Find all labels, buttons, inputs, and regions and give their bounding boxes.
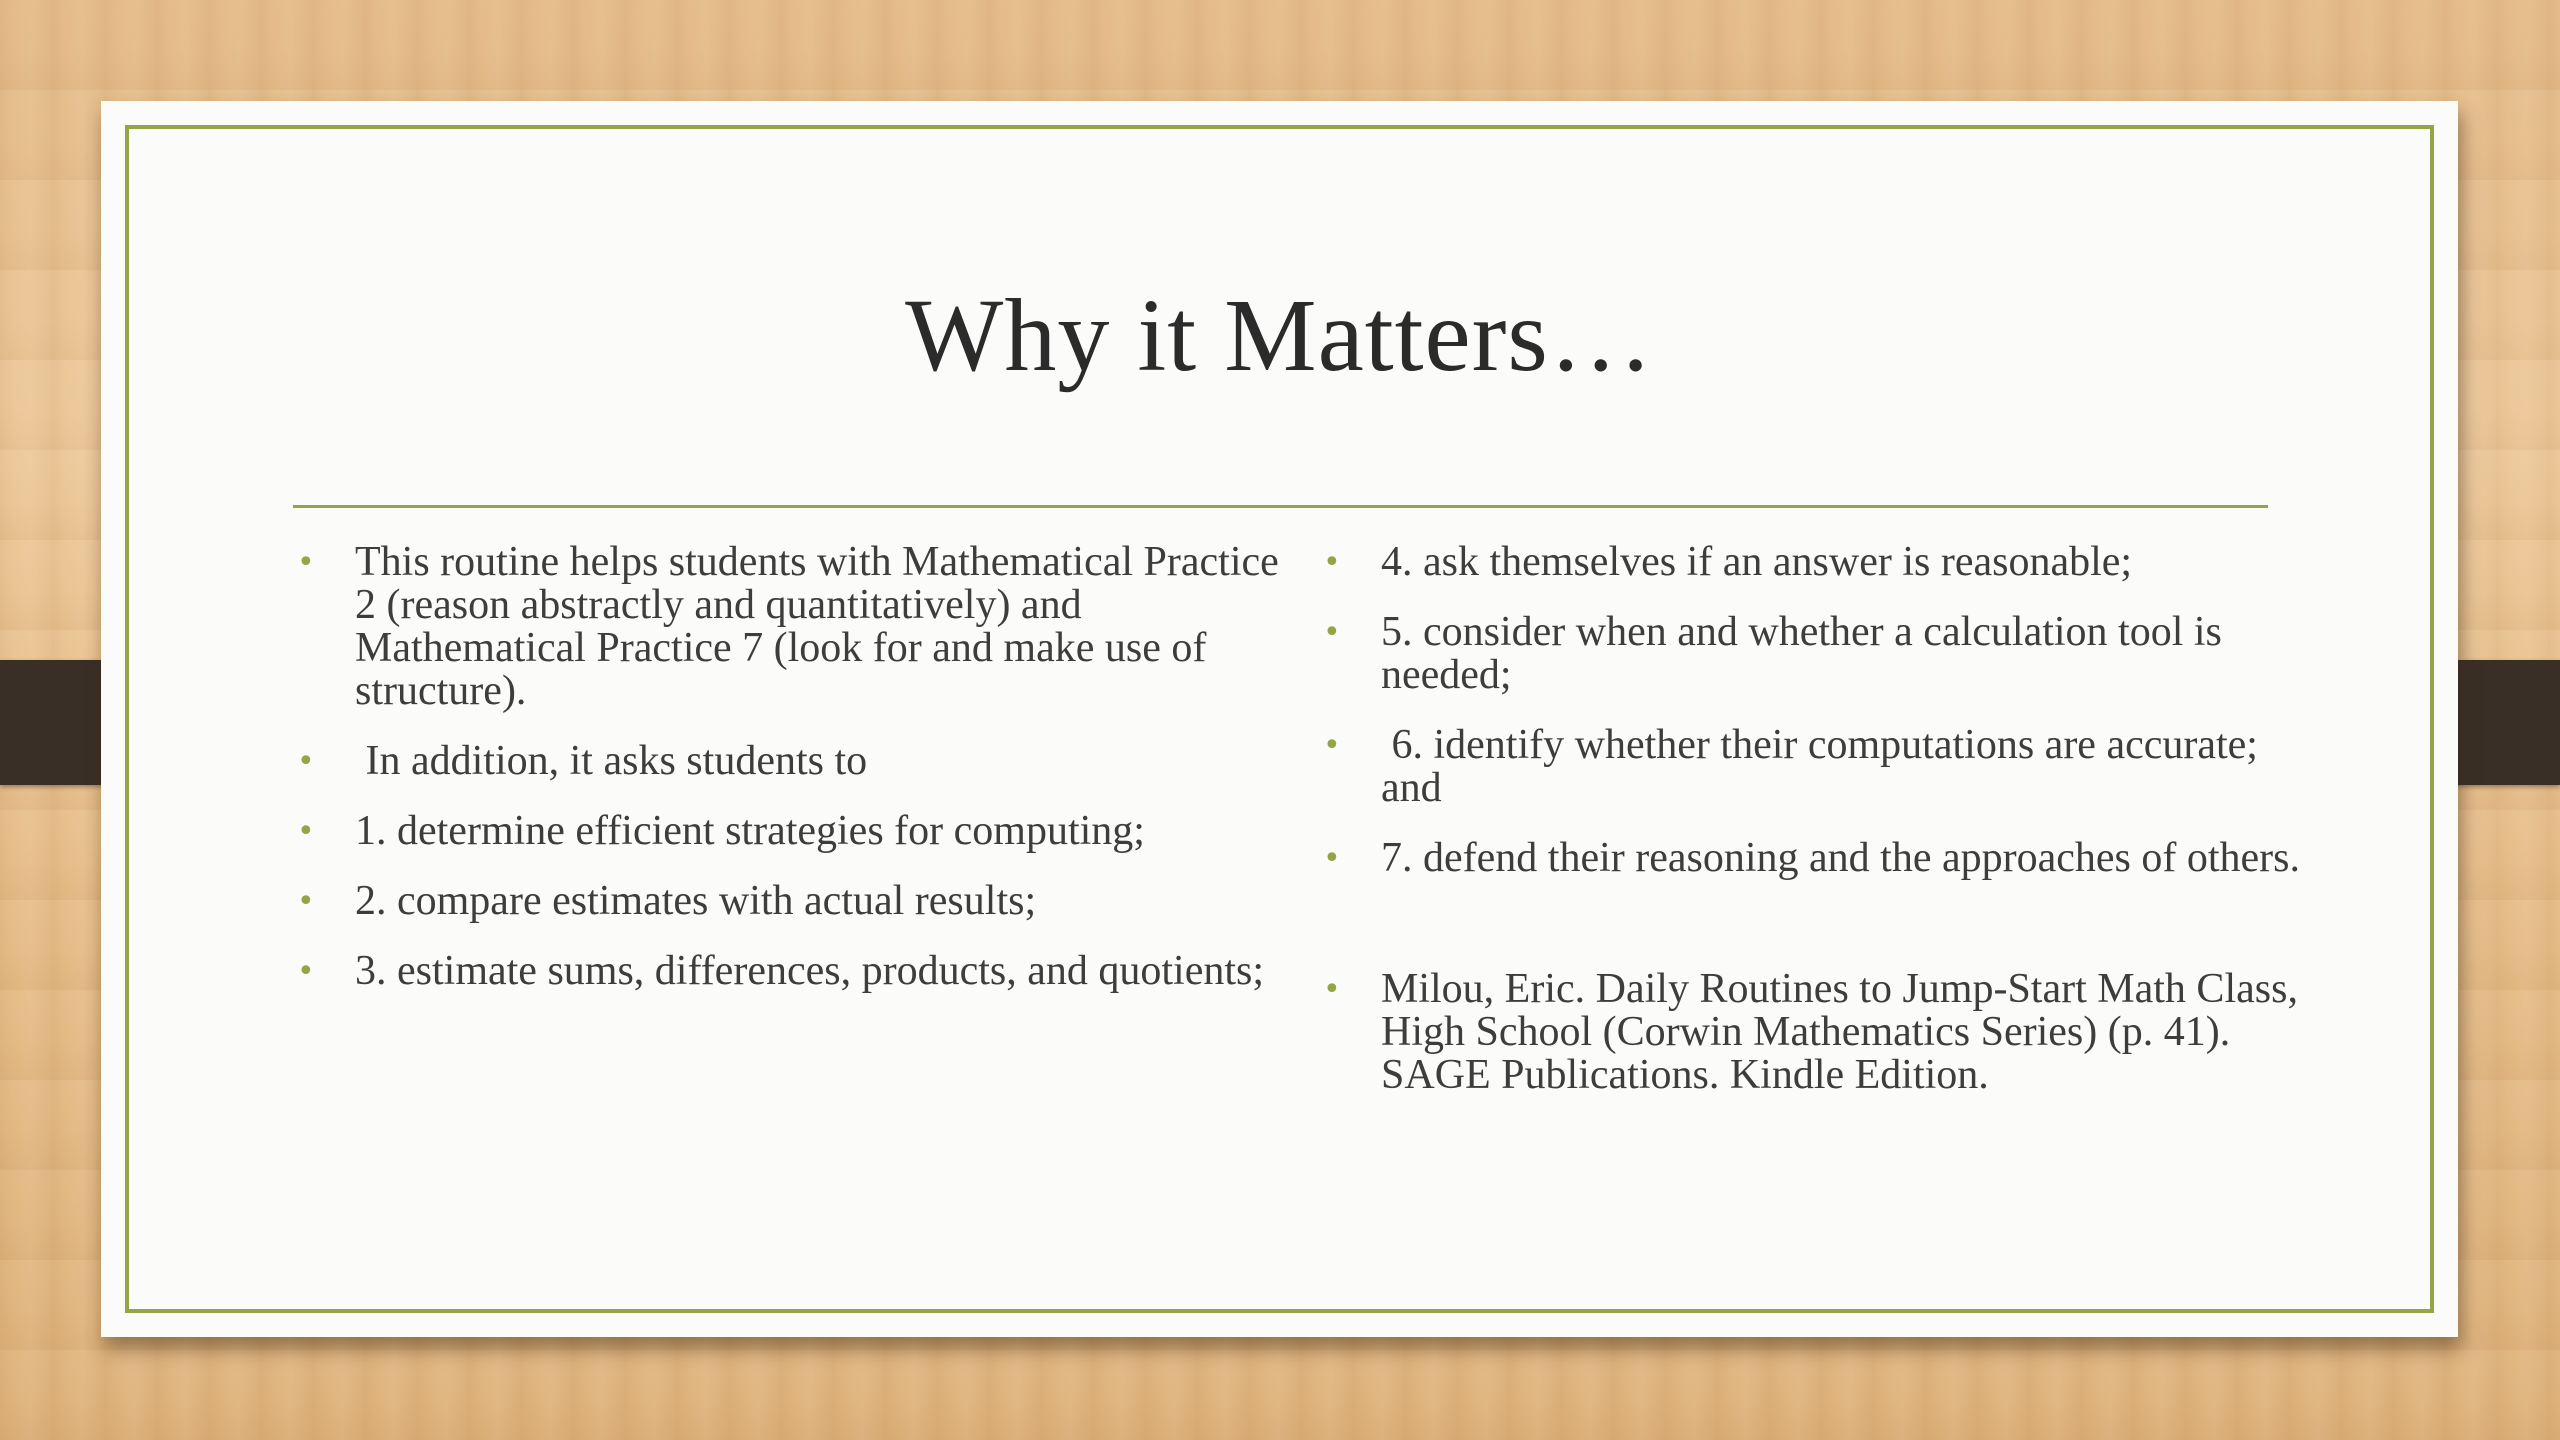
bullet-icon: • <box>1323 841 1341 876</box>
bullet-icon: • <box>1323 972 1341 1007</box>
bullet-text: This routine helps students with Mathematical Practice 2 (reason abstractly and quantitatively) and Mathematical Practice 7 (look for and make use of structure). <box>355 539 1279 714</box>
bullet-icon: • <box>297 814 315 849</box>
title-divider <box>293 505 2268 508</box>
bullet-icon: • <box>297 884 315 919</box>
list-item <box>297 810 1297 853</box>
bullet-text: 4. ask themselves if an answer is reasonable; <box>1381 539 2133 585</box>
list-item <box>297 950 1297 993</box>
bullet-icon: • <box>297 545 315 580</box>
bullet-text: 7. defend their reasoning and the approaches of others. <box>1381 835 2300 881</box>
bullet-text: 3. estimate sums, differences, products, and quotients; <box>355 948 1265 994</box>
bullet-icon: • <box>1323 615 1341 650</box>
right-bullet-list <box>1323 541 2323 1124</box>
list-item <box>297 740 1297 783</box>
citation-item <box>1323 968 2323 1097</box>
bullet-icon: • <box>1323 728 1341 763</box>
list-item <box>1323 611 2323 697</box>
list-item <box>1323 541 2323 584</box>
bullet-text: 2. compare estimates with actual results; <box>355 878 1037 924</box>
bullet-text: In addition, it asks students to <box>355 738 868 784</box>
list-item <box>1323 724 2323 810</box>
slide <box>101 101 2458 1337</box>
bullet-text: 1. determine efficient strategies for computing; <box>355 808 1145 854</box>
bullet-text: 6. identify whether their computations are accurate; and <box>1381 722 2269 811</box>
left-bullet-list <box>297 541 1297 1020</box>
bullet-icon: • <box>297 744 315 779</box>
slide-title: Why it Matters… <box>905 278 1654 393</box>
list-item <box>1323 837 2323 880</box>
citation-text: Milou, Eric. Daily Routines to Jump-Start Math Class, High School (Corwin Mathematics Series) (p. 41). SAGE Publications. Kindle Edition. <box>1381 966 2298 1098</box>
list-item <box>297 880 1297 923</box>
bullet-icon: • <box>1323 545 1341 580</box>
bullet-icon: • <box>297 954 315 989</box>
bullet-text: 5. consider when and whether a calculation tool is needed; <box>1381 609 2222 698</box>
list-item <box>297 541 1297 713</box>
